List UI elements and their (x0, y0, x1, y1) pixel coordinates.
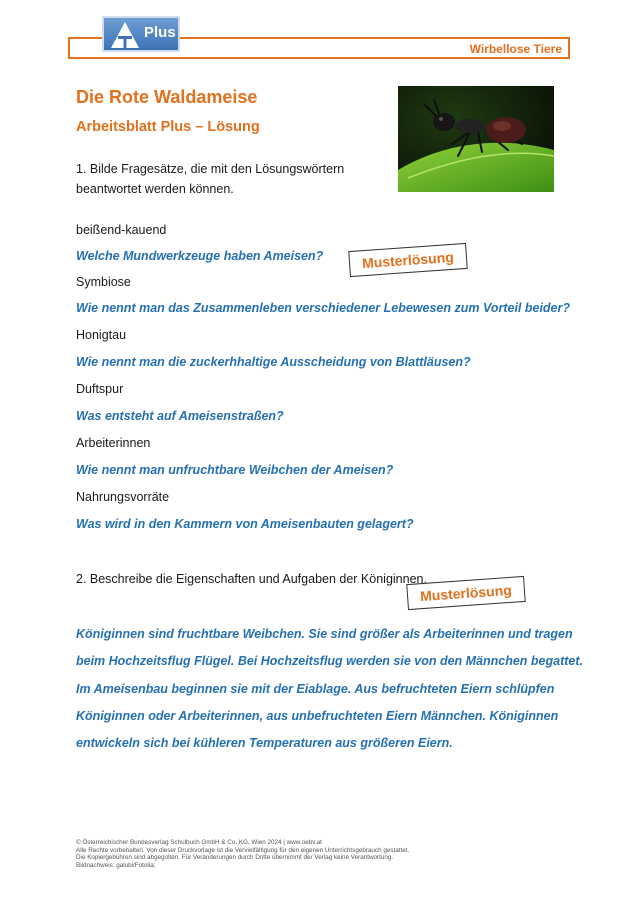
footer-line: Alle Rechte vorbehalten. Von dieser Druckvorlage ist die Vervielfältigung für den eigenen Unterrichtsgebrauch gestattet. (76, 846, 410, 854)
page-title: Die Rote Waldameise (76, 87, 258, 107)
triangle-logo-icon (110, 21, 140, 49)
answer-question: Was entsteht auf Ameisenstraßen? (76, 409, 284, 423)
solution-word: beißend-kauend (76, 223, 167, 237)
answer-line: entwickeln sich bei kühleren Temperaturen aus größeren Eiern. (76, 736, 453, 751)
page-subtitle: Arbeitsblatt Plus – Lösung (76, 119, 260, 135)
answer-question: Wie nennt man unfruchtbare Weibchen der Ameisen? (76, 463, 394, 477)
solution-word: Duftspur (76, 382, 124, 396)
solution-stamp: Musterlösung (348, 243, 467, 277)
footer-line: Bildnachweis: galubi/Fotolia; (76, 862, 156, 870)
solution-word: Symbiose (76, 275, 131, 289)
topic-label: Wirbellose Tiere (469, 42, 562, 56)
solution-word: Arbeiterinnen (76, 436, 151, 450)
task1-question-line-1: 1. Bilde Fragesätze, die mit den Lösungswörtern (76, 162, 345, 176)
task2-question: 2. Beschreibe die Eigenschaften und Aufgaben der Königinnen. (76, 572, 427, 586)
solution-stamp: Musterlösung (406, 576, 525, 610)
answer-question: Welche Mundwerkzeuge haben Ameisen? (76, 249, 324, 263)
ant-photo (398, 86, 554, 192)
answer-question: Wie nennt man das Zusammenleben verschiedener Lebewesen zum Vorteil beider? (76, 301, 571, 315)
footer-copyright (76, 839, 409, 870)
answer-line: beim Hochzeitsflug Flügel. Bei Hochzeitsflug werden sie von den Männchen begattet. (76, 654, 584, 669)
answer-question: Was wird in den Kammern von Ameisenbauten gelagert? (76, 517, 414, 531)
answer-line: Königinnen oder Arbeiterinnen, aus unbefruchteten Eiern Männchen. Königinnen (76, 708, 559, 723)
solution-word: Honigtau (76, 328, 127, 342)
solution-word: Nahrungsvorräte (76, 490, 170, 504)
answer-line: Im Ameisenbau beginnen sie mit der Eiablage. Aus befruchteten Eiern schlüpfen (76, 681, 555, 696)
task1-question-line-2: beantwortet werden können. (76, 182, 234, 196)
publisher-logo (102, 16, 180, 52)
logo-text: Plus (144, 24, 176, 41)
task2-answer (76, 621, 584, 757)
footer-line: Die Kopiergebühren sind abgegolten. Für Veränderungen durch Dritte übernimmt der Verlag keine Verantwortung. (76, 854, 394, 862)
answer-line: Königinnen sind fruchtbare Weibchen. Sie sind größer als Arbeiterinnen und tragen (76, 627, 573, 641)
footer-line: © Österreichischer Bundesverlag Schulbuch GmbH & Co. KG, Wien 2024 | www.oebv.at (76, 839, 322, 846)
answer-question: Wie nennt man die zuckerhhaltige Ausscheidung von Blattläusen? (76, 355, 471, 369)
